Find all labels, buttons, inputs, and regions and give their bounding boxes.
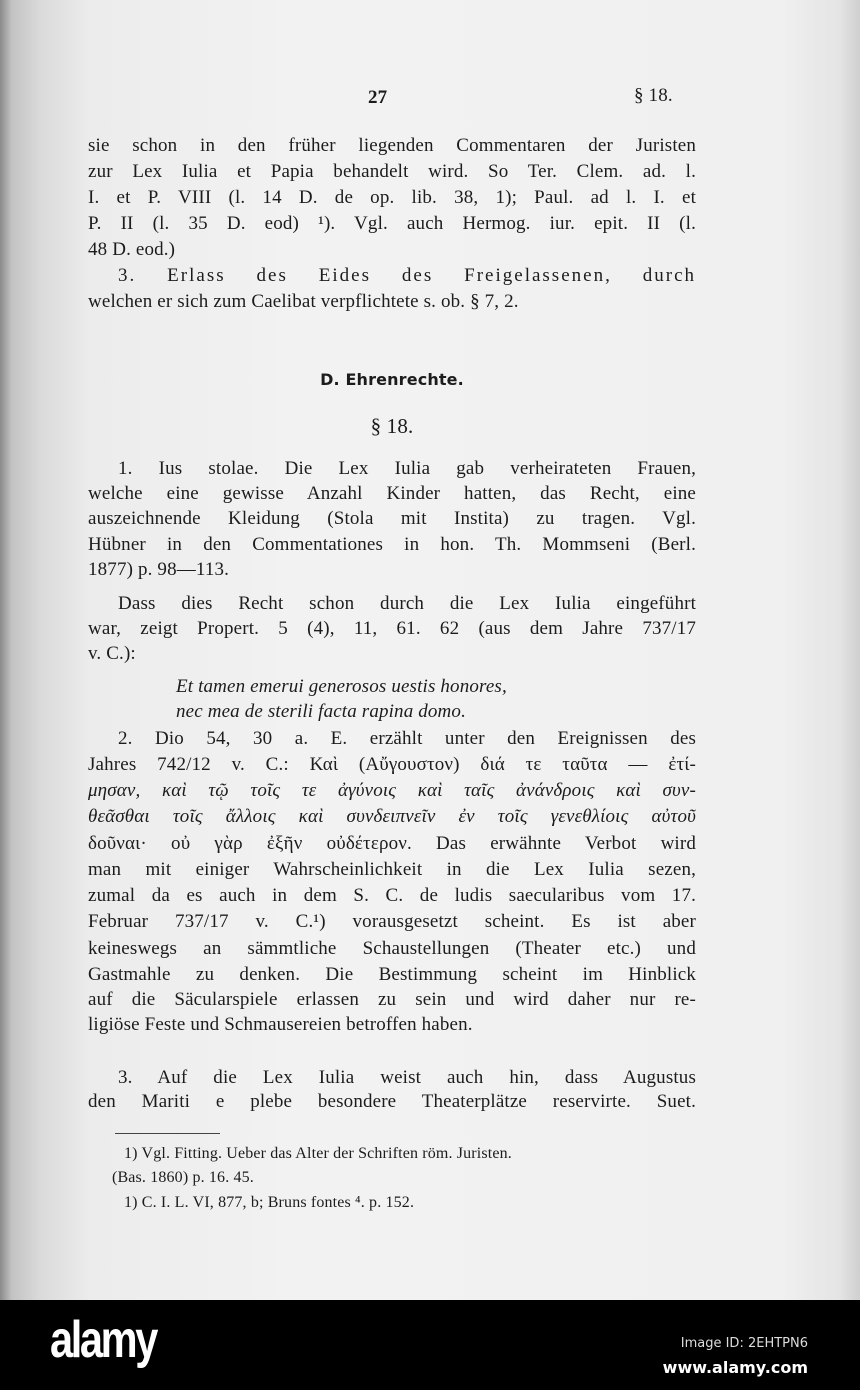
- text-line: welchen er sich zum Caelibat verpflichtete s. ob. § 7, 2.: [88, 291, 519, 312]
- watermark-footer: [0, 1300, 860, 1390]
- text-line: Februar 737/17 v. C.¹) vorausgesetzt scheint. Es ist aber: [88, 911, 696, 932]
- text-line: Gastmahle zu denken. Die Bestimmung scheint im Hinblick: [88, 964, 696, 985]
- footnote: 1) Vgl. Fitting. Ueber das Alter der Schriften röm. Juristen.: [124, 1145, 512, 1162]
- text-line: 2. Dio 54, 30 a. E. erzählt unter den Ereignissen des: [118, 728, 696, 749]
- text-line: v. C.):: [88, 643, 136, 664]
- footnote: (Bas. 1860) p. 16. 45.: [112, 1169, 254, 1186]
- verse-line: nec mea de sterili facta rapina domo.: [176, 701, 466, 722]
- section-heading: D. Ehrenrechte.: [320, 370, 464, 389]
- footnote-rule: [115, 1133, 220, 1134]
- image-id: Image ID: 2EHTPN6: [680, 1336, 808, 1351]
- text-line: war, zeigt Propert. 5 (4), 11, 61. 62 (aus dem Jahre 737/17: [88, 618, 696, 639]
- text-line: I. et P. VIII (l. 14 D. de op. lib. 38, 1); Paul. ad l. I. et: [88, 187, 696, 208]
- text-line: Dass dies Recht schon durch die Lex Iulia eingeführt: [118, 593, 696, 614]
- text-line: keineswegs an sämmtliche Schaustellungen (Theater etc.) und: [88, 938, 696, 959]
- page-number: 27: [368, 87, 388, 108]
- text-line: welche eine gewisse Anzahl Kinder hatten, das Recht, eine: [88, 483, 696, 504]
- greek-line: θεᾶσθαι τοῖς ἄλλοις καὶ συνδειπνεῖν ἐν τοῖς γενεθλίοις αὐτοῦ: [88, 806, 696, 827]
- text-line: sie schon in den früher liegenden Commentaren der Juristen: [88, 135, 696, 156]
- text-line: δοῦναι· οὐ γὰρ ἐξῆν οὐδέτερον. Das erwähnte Verbot wird: [88, 833, 696, 854]
- text-line: P. II (l. 35 D. eod) ¹). Vgl. auch Hermog. iur. epit. II (l.: [88, 213, 696, 234]
- text-line: 1. Ius stolae. Die Lex Iulia gab verheirateten Frauen,: [118, 458, 696, 479]
- text-line: 1877) p. 98—113.: [88, 559, 230, 580]
- text-line: zur Lex Iulia et Papia behandelt wird. So Ter. Clem. ad. l.: [88, 161, 696, 182]
- text-line: man mit einiger Wahrscheinlichkeit in die Lex Iulia sezen,: [88, 859, 696, 880]
- greek-line: μησαν, καὶ τῷ τοῖς τε ἀγύνοις καὶ ταῖς ἀνάνδροις καὶ συν-: [88, 780, 696, 801]
- text-line: ligiöse Feste und Schmausereien betroffen haben.: [88, 1014, 473, 1035]
- text-line: 48 D. eod.): [88, 239, 176, 260]
- text-line: Jahres 742/12 v. C.: Καὶ (Αὔγουστον) διά τε ταῦτα — ἐτί-: [88, 754, 696, 775]
- text-line: Hübner in den Commentationes in hon. Th. Mommseni (Berl.: [88, 534, 696, 555]
- text-line: zumal da es auch in dem S. C. de ludis saecularibus vom 17.: [88, 885, 696, 906]
- alamy-logo: alamy: [50, 1311, 156, 1369]
- watermark-url: www.alamy.com: [662, 1358, 808, 1377]
- text-line: den Mariti e plebe besondere Theaterplätze reservirte. Suet.: [88, 1091, 696, 1112]
- text-line: auszeichnende Kleidung (Stola mit Instita) zu tragen. Vgl.: [88, 508, 696, 529]
- text-line: 3. Erlass des Eides des Freigelassenen, durch: [118, 265, 696, 286]
- text-line: auf die Säcularspiele erlassen zu sein und wird daher nur re-: [88, 989, 696, 1010]
- text-line: 3. Auf die Lex Iulia weist auch hin, dass Augustus: [118, 1067, 696, 1088]
- section-mark: § 18.: [370, 414, 414, 438]
- verse-line: Et tamen emerui generosos uestis honores,: [176, 676, 507, 697]
- footnote: 1) C. I. L. VI, 877, b; Bruns fontes ⁴. p. 152.: [124, 1194, 415, 1211]
- running-section: § 18.: [634, 85, 673, 106]
- book-spine-shadow: [0, 0, 12, 1300]
